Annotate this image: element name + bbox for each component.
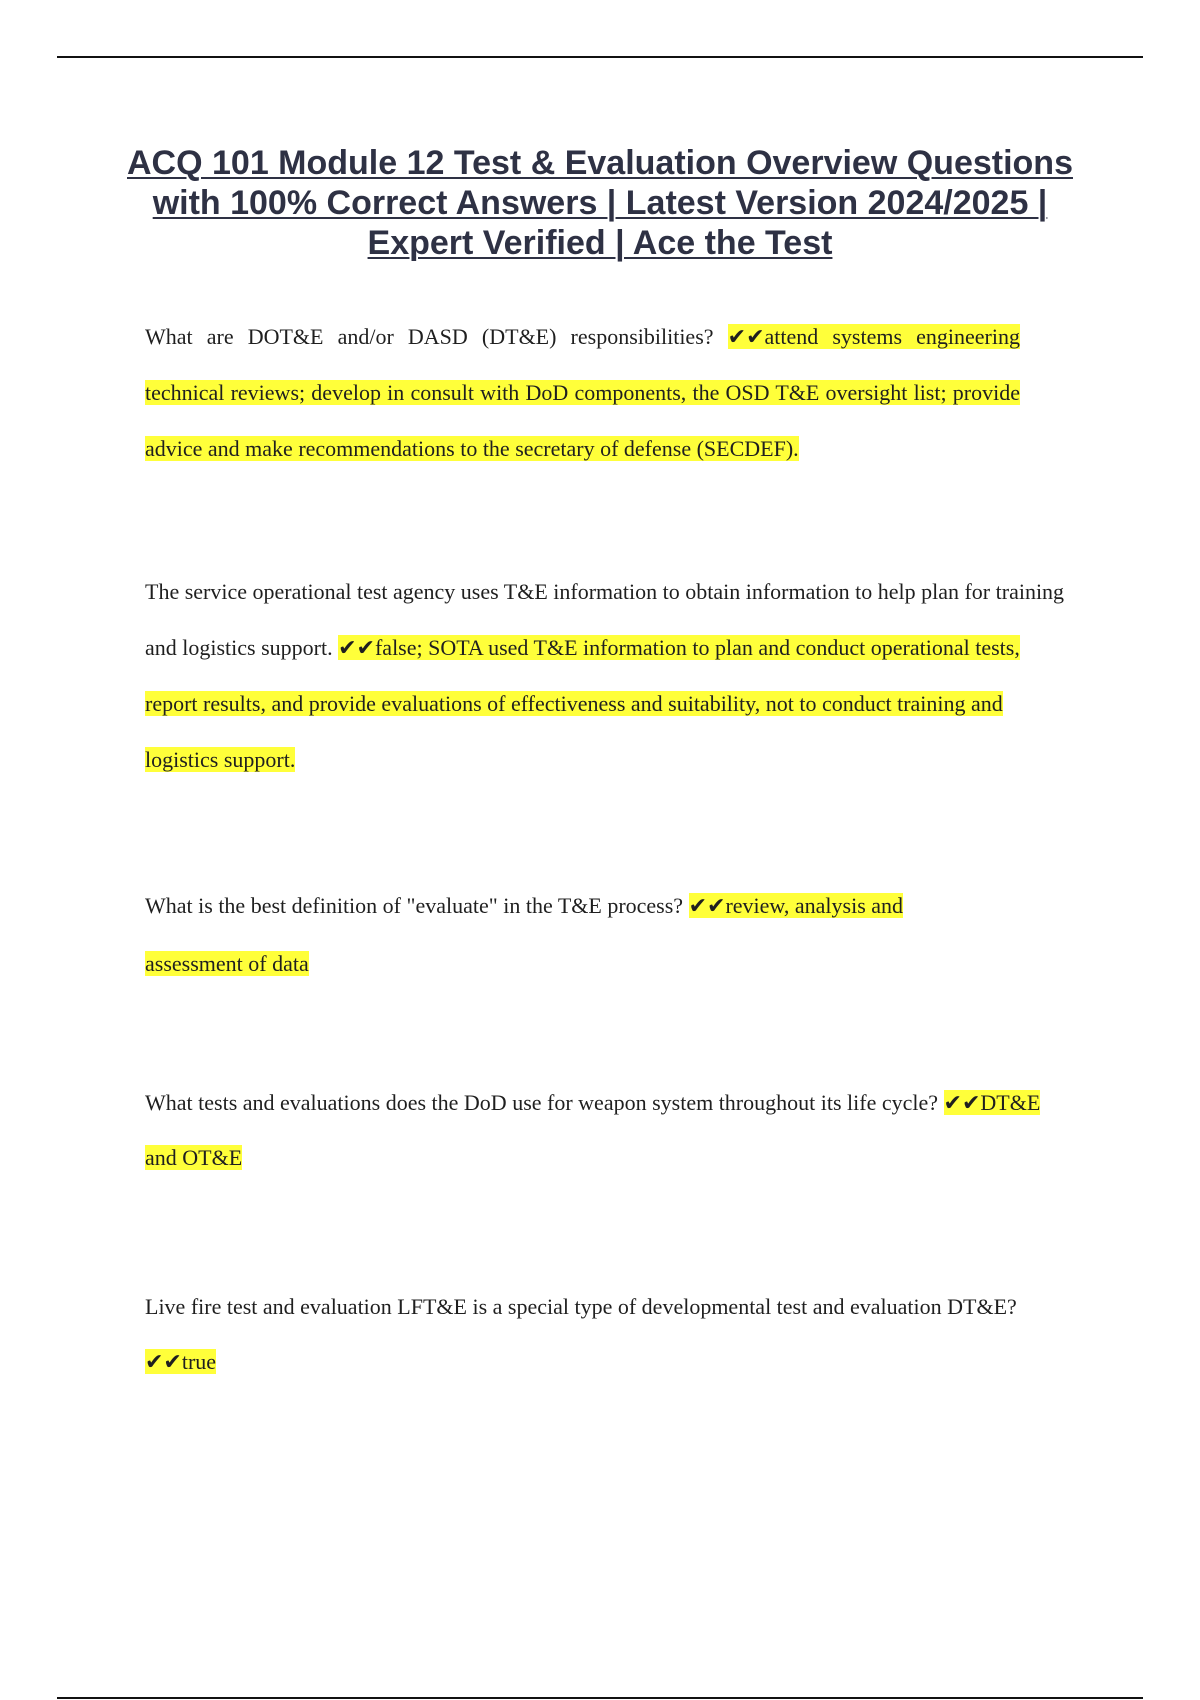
answer-highlight: ✔✔true [145,1349,217,1374]
qa-item-1 [145,309,1020,477]
question-text: What is the best definition of "evaluate" in the T&E process? [145,893,689,918]
bottom-rule [57,1697,1143,1699]
answer-highlight: ✔✔DT&E and OT&E [145,1090,1041,1170]
answer-highlight: ✔✔review, analysis and assessment of data [145,893,904,976]
qa-item-3 [145,877,945,993]
question-text: Live fire test and evaluation LFT&E is a special type of developmental test and evaluation DT&E? [145,1294,1017,1319]
top-rule [57,56,1143,58]
question-text: What tests and evaluations does the DoD use for weapon system throughout its life cycle? [145,1090,944,1115]
question-text: What are DOT&E and/or DASD (DT&E) responsibilities? [145,324,728,349]
qa-item-5 [145,1279,1045,1389]
answer-highlight: ✔✔attend systems engineering technical reviews; develop in consult with DoD components, the OSD T&E oversight list; provide advice and make recommendations to the secretary of defense (SECDEF). [145,324,1020,461]
question-text: The service operational test agency uses T&E information to obtain information to help plan for training and logistics support. [145,579,1065,660]
qa-item-4 [145,1075,1045,1185]
document-title: ACQ 101 Module 12 Test & Evaluation Overview Questions with 100% Correct Answers | Latest Version 2024/2025 | Expert Verified | Ace the Test [127,144,1073,262]
qa-item-2 [145,564,1065,788]
answer-highlight: ✔✔false; SOTA used T&E information to plan and conduct operational tests, report results, and provide evaluations of effectiveness and suitability, not to conduct training and logistics support. [145,635,1020,772]
